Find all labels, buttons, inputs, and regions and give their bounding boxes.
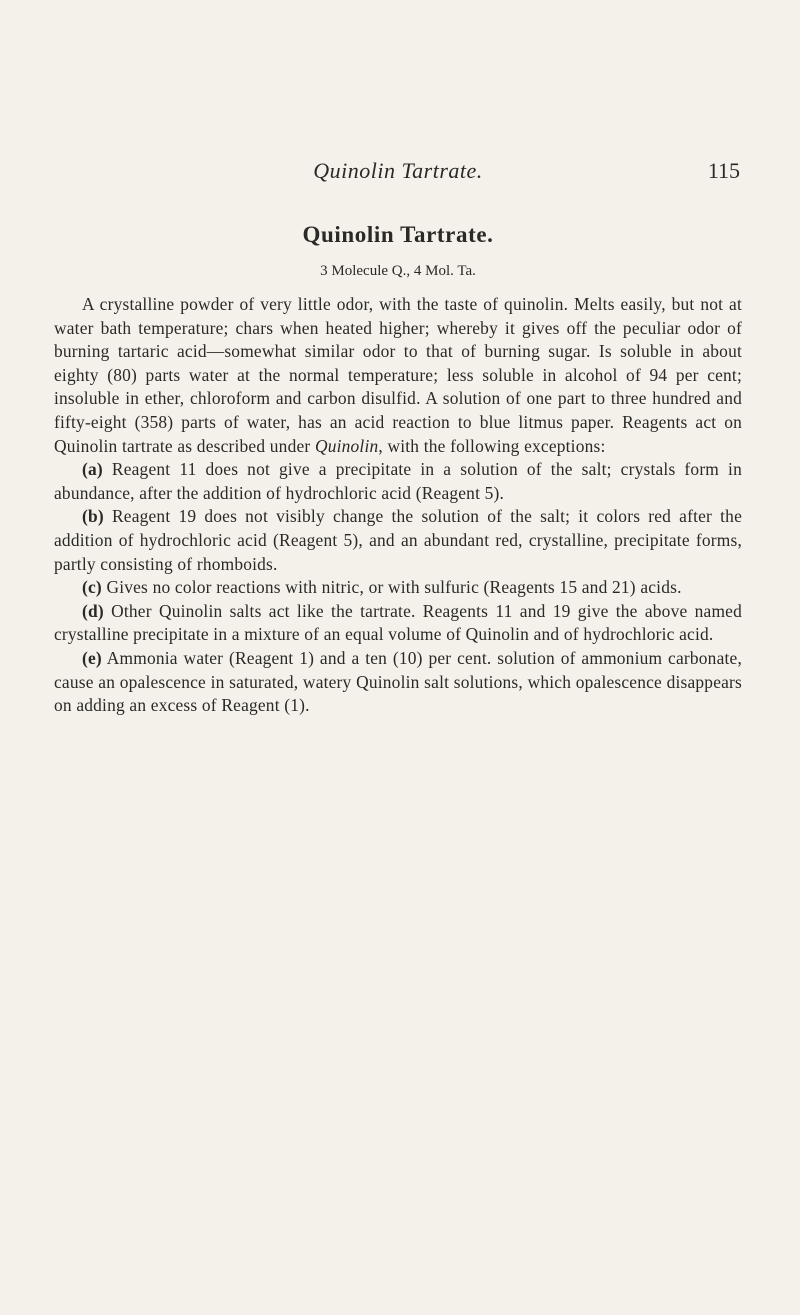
article-subtitle: 3 Molecule Q., 4 Mol. Ta. — [320, 263, 476, 279]
exception-text-c: Gives no color reactions with nitric, or with sulfuric (Reagents 15 and 21) acids. — [101, 577, 682, 598]
exception-text-d: Other Quinolin salts act like the tartrate. Reagents 11 and 19 give the above named crystalline precipitate in a mixture of an equal volume of Quinolin and of hydrochloric acid. — [54, 600, 742, 645]
exception-marker-e: (e) — [82, 647, 102, 668]
exception-marker-c: (c) — [82, 577, 102, 598]
exception-paragraph-c — [54, 576, 742, 600]
exception-marker-b: (b) — [82, 506, 104, 527]
intro-paragraph — [54, 293, 742, 458]
exception-marker-a: (a) — [82, 459, 103, 480]
exception-paragraph-a — [54, 458, 742, 505]
exception-text-b: Reagent 19 does not visibly change the solution of the salt; it colors red after the addition of hydrochloric acid (Reagent 5), and an abundant red, crystalline, precipitate forms, partly consisting of rhomboids. — [54, 506, 742, 574]
exception-paragraph-b — [54, 505, 742, 576]
exception-paragraph-d — [54, 600, 742, 647]
running-head-title: Quinolin Tartrate. — [313, 158, 483, 183]
running-head — [54, 158, 742, 188]
article-title: Quinolin Tartrate. — [302, 222, 494, 247]
exception-paragraph-e — [54, 647, 742, 718]
intro-italic-reference: Quinolin — [314, 435, 379, 456]
intro-text-part1: A crystalline powder of very little odor, with the taste of quinolin. Melts easily, but not at water bath temperature; chars when heated higher; whereby it gives off the peculiar odor of burning tartaric acid—somewhat similar odor to that of burning sugar. Is soluble in about eighty (80) parts water at the normal temperature; less soluble in alcohol of 94 per cent; insoluble in ether, chloroform and carbon disulfid. A solution of one part to three hundred and fifty-eight (358) parts of water, has an acid reaction to blue litmus paper. Reagents act on Quinolin tartrate as described under — [54, 294, 742, 456]
exception-text-e: Ammonia water (Reagent 1) and a ten (10) per cent. solution of ammonium carbonate, cause an opalescence in saturated, watery Quinolin salt solutions, which opalescence disappears on adding an excess of Reagent (1). — [54, 647, 742, 716]
page-number: 115 — [707, 158, 740, 183]
exception-text-a: Reagent 11 does not give a precipitate in a solution of the salt; crystals form in abundance, after the addition of hydrochloric acid (Reagent 5). — [54, 459, 742, 503]
intro-text-part2: , with the following exceptions: — [378, 435, 606, 456]
exception-marker-d: (d) — [82, 600, 104, 621]
article-body — [54, 293, 742, 718]
